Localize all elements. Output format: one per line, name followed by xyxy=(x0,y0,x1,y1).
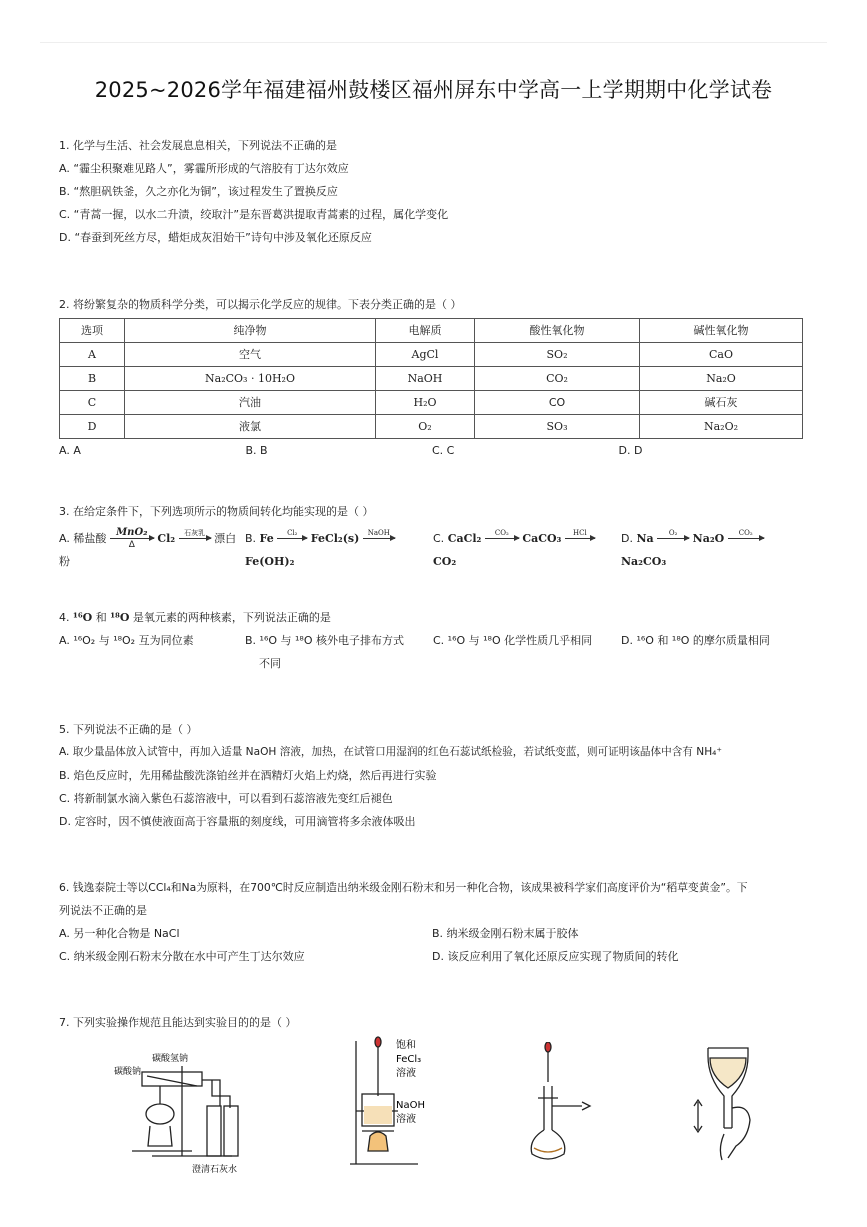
figure-label: FeCl₃ xyxy=(396,1054,422,1065)
question-6 xyxy=(59,876,805,968)
arrow-condition: 石灰乳 xyxy=(184,528,206,537)
arrow-condition: NaOH xyxy=(367,528,390,537)
answer-options xyxy=(59,922,805,945)
experiment-figures xyxy=(100,1036,800,1175)
table-cell: 空气 xyxy=(125,343,376,367)
table-header: 纯净物 xyxy=(125,319,376,343)
option-a[interactable]: A. A xyxy=(59,444,81,457)
option-c[interactable]: C. C xyxy=(432,444,455,457)
question-stem: 1. 化学与生活、社会发展息息相关，下列说法不正确的是 xyxy=(59,139,337,152)
option-text: 不同 xyxy=(259,657,281,670)
table-cell: CaO xyxy=(640,343,803,367)
option-d[interactable]: D. 定容时，因不慎使液面高于容量瓶的刻度线，可用滴管将多余液体吸出 xyxy=(59,815,416,828)
option-c[interactable]: C. 纳米级金刚石粉末分散在水中可产生丁达尔效应 xyxy=(59,950,305,963)
figure-label: 澄清石灰水 xyxy=(192,1165,238,1175)
question-stem xyxy=(59,606,805,629)
table-cell: CO xyxy=(475,391,640,415)
answer-options xyxy=(59,945,805,968)
option-b[interactable]: B. 纳米级金刚石粉末属于胶体 xyxy=(432,927,579,940)
option-d[interactable]: D. ¹⁶O 和 ¹⁸O 的摩尔质量相同 xyxy=(621,634,770,647)
isotope: ¹⁶O xyxy=(73,611,93,624)
question-stem: 6. 钱逸泰院士等以CCl₄和Na为原料，在700℃时反应制造出纳米级金刚石粉末和另一种化合物，该成果被科学家们高度评价为“稻草变黄金”。下 xyxy=(59,881,748,894)
arrow-condition: CO₂ xyxy=(738,528,753,537)
option-b[interactable]: B. “熬胆矾铁釜，久之亦化为铜”，该过程发生了置换反应 xyxy=(59,185,338,198)
reaction-arrow xyxy=(277,529,307,550)
option-label: D. xyxy=(621,532,633,545)
table-header: 碱性氧化物 xyxy=(640,319,803,343)
arrow-condition: CO₂ xyxy=(494,528,509,537)
option-d[interactable]: D. 该反应利用了氧化还原反应实现了物质间的转化 xyxy=(432,950,679,963)
option-label: B. xyxy=(245,532,257,545)
arrow-condition: O₂ xyxy=(668,528,678,537)
table-cell: Na₂CO₃ · 10H₂O xyxy=(125,367,376,391)
table-cell: C xyxy=(60,391,125,415)
reactant: CaCl₂ xyxy=(447,532,482,545)
reactant: Na xyxy=(636,532,654,545)
product: CO₂ xyxy=(433,555,457,568)
answer-options xyxy=(59,439,805,462)
table-header-row xyxy=(60,319,803,343)
table-header: 选项 xyxy=(60,319,125,343)
question-stem: 5. 下列说法不正确的是（ ） xyxy=(59,723,198,736)
table-cell: O₂ xyxy=(376,415,475,439)
reaction-arrow xyxy=(110,526,154,550)
table-cell: 汽油 xyxy=(125,391,376,415)
table-cell: AgCl xyxy=(376,343,475,367)
option-d[interactable]: D. D xyxy=(618,444,643,457)
table-cell: 碱石灰 xyxy=(640,391,803,415)
option-text: B. ¹⁶O 与 ¹⁸O 核外电子排布方式 xyxy=(245,634,404,647)
stem-text: 是氧元素的两种核素，下列说法正确的是 xyxy=(129,611,331,624)
question-2 xyxy=(59,293,805,462)
product: Na₂CO₃ xyxy=(621,555,667,568)
answer-options xyxy=(59,629,805,675)
table-cell: B xyxy=(60,367,125,391)
product: Fe(OH)₂ xyxy=(245,555,295,568)
table-row xyxy=(60,415,803,439)
reaction-arrow xyxy=(657,529,689,550)
table-row xyxy=(60,391,803,415)
reaction-arrow xyxy=(728,529,764,550)
table-row xyxy=(60,343,803,367)
figure-label: 溶液 xyxy=(396,1114,416,1125)
table-cell: Na₂O₂ xyxy=(640,415,803,439)
option-c[interactable]: C. 将新制氯水滴入紫色石蕊溶液中，可以看到石蕊溶液先变红后褪色 xyxy=(59,792,393,805)
question-5 xyxy=(59,718,805,833)
figure-label: 溶液 xyxy=(396,1068,416,1079)
option-b[interactable] xyxy=(245,527,433,573)
question-1 xyxy=(59,134,805,249)
option-b[interactable]: B. 焰色反应时，先用稀盐酸洗涤铂丝并在酒精灯火焰上灼烧，然后再进行实验 xyxy=(59,769,437,782)
question-4 xyxy=(59,606,805,675)
arrow-condition: Cl₂ xyxy=(287,528,298,537)
figure-ferric-hydroxide xyxy=(348,1036,468,1171)
option-a[interactable]: A. ¹⁶O₂ 与 ¹⁸O₂ 互为同位素 xyxy=(59,634,194,647)
option-b[interactable] xyxy=(245,629,433,675)
figure-separatory-funnel xyxy=(688,1038,778,1168)
table-cell: 液氯 xyxy=(125,415,376,439)
table-cell: NaOH xyxy=(376,367,475,391)
table-cell: A xyxy=(60,343,125,367)
top-divider xyxy=(40,42,827,43)
table-cell: CO₂ xyxy=(475,367,640,391)
arrow-condition: MnO₂ xyxy=(116,526,148,538)
isotope: ¹⁸O xyxy=(110,611,130,624)
table-header: 酸性氧化物 xyxy=(475,319,640,343)
classification-table xyxy=(59,318,803,439)
arrow-condition: Δ xyxy=(128,539,135,550)
figure-volumetric-flask xyxy=(528,1042,608,1172)
option-label: C. xyxy=(433,532,445,545)
reactant: 稀盐酸 xyxy=(73,532,107,545)
figure-label: 碳酸氢钠 xyxy=(152,1054,189,1064)
question-stem: 7. 下列实验操作规范且能达到实验目的的是（ ） xyxy=(59,1016,297,1029)
reactant: Fe xyxy=(259,532,274,545)
option-a[interactable]: A. 另一种化合物是 NaCl xyxy=(59,927,180,940)
table-cell: D xyxy=(60,415,125,439)
arrow-condition: HCl xyxy=(573,528,587,537)
stem-text: 4. xyxy=(59,611,73,624)
stem-text: 和 xyxy=(92,611,111,624)
intermediate: FeCl₂(s) xyxy=(310,532,360,545)
page-title: 2025~2026学年福建福州鼓楼区福州屏东中学高一上学期期中化学试卷 xyxy=(94,78,773,102)
option-a[interactable]: A. “霾尘积聚难见路人”，雾霾所形成的气溶胶有丁达尔效应 xyxy=(59,162,349,175)
reaction-arrow xyxy=(179,529,211,550)
table-cell: H₂O xyxy=(376,391,475,415)
option-c[interactable] xyxy=(433,527,621,573)
option-c[interactable]: C. ¹⁶O 与 ¹⁸O 化学性质几乎相同 xyxy=(433,634,593,647)
figure-label: 碳酸钠 xyxy=(114,1067,142,1077)
reaction-arrow xyxy=(363,529,395,550)
reaction-arrow xyxy=(565,529,595,550)
question-stem: 2. 将纷繁复杂的物质科学分类，可以揭示化学反应的规律。下表分类正确的是（ ） xyxy=(59,298,462,311)
question-3 xyxy=(59,500,805,573)
question-stem-continued: 列说法不正确的是 xyxy=(59,904,147,917)
answer-options xyxy=(59,527,805,573)
option-c[interactable]: C. “青蒿一握，以水二升渍，绞取汁”是东晋葛洪提取青蒿素的过程，属化学变化 xyxy=(59,208,449,221)
table-cell: Na₂O xyxy=(640,367,803,391)
intermediate: CaCO₃ xyxy=(522,532,562,545)
table-cell: SO₃ xyxy=(475,415,640,439)
option-b[interactable]: B. B xyxy=(245,444,268,457)
intermediate: Cl₂ xyxy=(157,532,176,545)
figure-label: 饱和 xyxy=(396,1040,416,1051)
product: 漂白粉 xyxy=(59,532,237,568)
question-stem: 3. 在给定条件下，下列选项所示的物质间转化均能实现的是（ ） xyxy=(59,505,374,518)
table-header: 电解质 xyxy=(376,319,475,343)
figure-heating-apparatus xyxy=(112,1046,262,1176)
option-d[interactable]: D. “春蚕到死丝方尽，蜡炬成灰泪始干”诗句中涉及氧化还原反应 xyxy=(59,231,372,244)
table-row xyxy=(60,367,803,391)
intermediate: Na₂O xyxy=(692,532,725,545)
question-7 xyxy=(59,1011,805,1034)
option-label: A. xyxy=(59,532,70,545)
option-a[interactable] xyxy=(59,527,245,573)
figure-label: NaOH xyxy=(396,1100,425,1111)
option-d[interactable] xyxy=(621,527,805,573)
reaction-arrow xyxy=(485,529,519,550)
table-cell: SO₂ xyxy=(475,343,640,367)
option-a[interactable]: A. 取少量晶体放入试管中，再加入适量 NaOH 溶液，加热，在试管口用湿润的红色石蕊试纸检验，若试纸变蓝，则可证明该晶体中含有 NH₄⁺ xyxy=(59,746,722,758)
